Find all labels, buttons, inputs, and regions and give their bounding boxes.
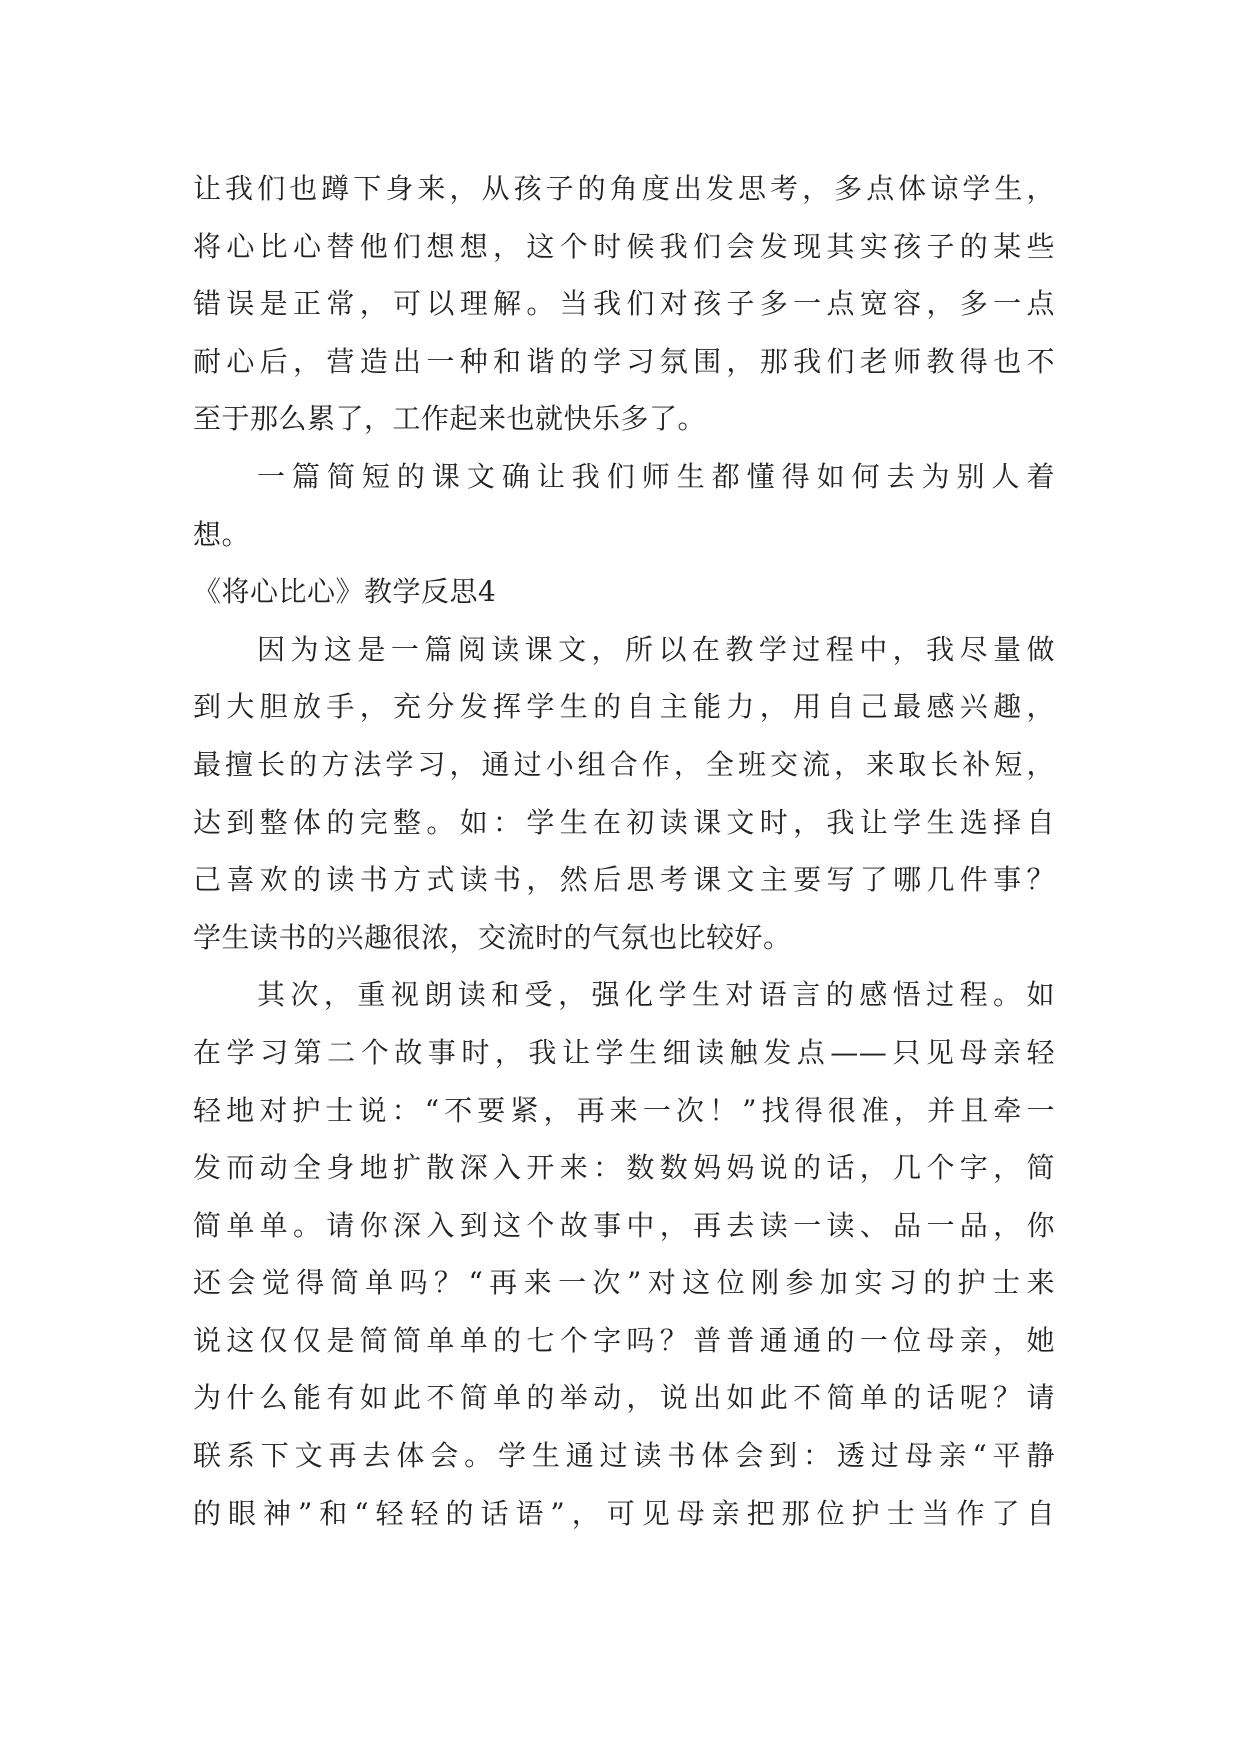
document-body xyxy=(193,160,1055,1542)
text-line: 己喜欢的读书方式读书，然后思考课文主要写了哪几件事？ xyxy=(193,863,1055,897)
text-line: 学生读书的兴趣很浓，交流时的气氛也比较好。 xyxy=(193,920,792,954)
text-line: 到大胆放手，充分发挥学生的自主能力，用自己最感兴趣， xyxy=(193,690,1055,724)
text-line: 想。 xyxy=(193,517,251,551)
text-line: 在学习第二个故事时，我让学生细读触发点——只见母亲轻 xyxy=(193,1035,1055,1069)
section-heading: 《将心比心》教学反思4 xyxy=(193,575,497,609)
paragraph xyxy=(193,966,1055,1542)
text-line: 联系下文再去体会。学生通过读书体会到：透过母亲“平静 xyxy=(193,1439,1055,1473)
text-line: 耐心后，营造出一种和谐的学习氛围，那我们老师教得也不 xyxy=(193,344,1055,378)
text-line: 发而动全身地扩散深入开来：数数妈妈说的话，几个字，简 xyxy=(193,1151,1055,1185)
text-line: 的眼神”和“轻轻的话语”，可见母亲把那位护士当作了自 xyxy=(193,1496,1055,1530)
text-line: 说这仅仅是简简单单的七个字吗？普普通通的一位母亲，她 xyxy=(193,1323,1055,1357)
paragraph xyxy=(193,621,1055,967)
text-line: 错误是正常，可以理解。当我们对孩子多一点宽容，多一点 xyxy=(193,287,1055,321)
text-line: 一篇简短的课文确让我们师生都懂得如何去为别人着 xyxy=(257,459,1055,493)
text-line: 轻地对护士说：“不要紧，再来一次！”找得很准，并且牵一 xyxy=(193,1093,1055,1127)
text-line: 最擅长的方法学习，通过小组合作，全班交流，来取长补短， xyxy=(193,747,1055,781)
text-line: 将心比心替他们想想，这个时候我们会发现其实孩子的某些 xyxy=(193,229,1055,263)
text-line: 让我们也蹲下身来，从孩子的角度出发思考，多点体谅学生， xyxy=(193,172,1055,205)
text-line: 达到整体的完整。如：学生在初读课文时，我让学生选择自 xyxy=(193,805,1055,839)
text-line: 为什么能有如此不简单的举动，说出如此不简单的话呢？请 xyxy=(193,1381,1055,1415)
text-line: 至于那么累了，工作起来也就快乐多了。 xyxy=(193,402,707,436)
paragraph xyxy=(193,448,1055,563)
text-line: 因为这是一篇阅读课文，所以在教学过程中，我尽量做 xyxy=(257,632,1055,666)
text-line: 简单单。请你深入到这个故事中，再去读一读、品一品，你 xyxy=(193,1208,1055,1242)
text-line: 还会觉得简单吗？“再来一次”对这位刚参加实习的护士来 xyxy=(193,1266,1055,1300)
text-line: 其次，重视朗读和受，强化学生对语言的感悟过程。如 xyxy=(257,978,1055,1012)
paragraph xyxy=(193,160,1055,448)
